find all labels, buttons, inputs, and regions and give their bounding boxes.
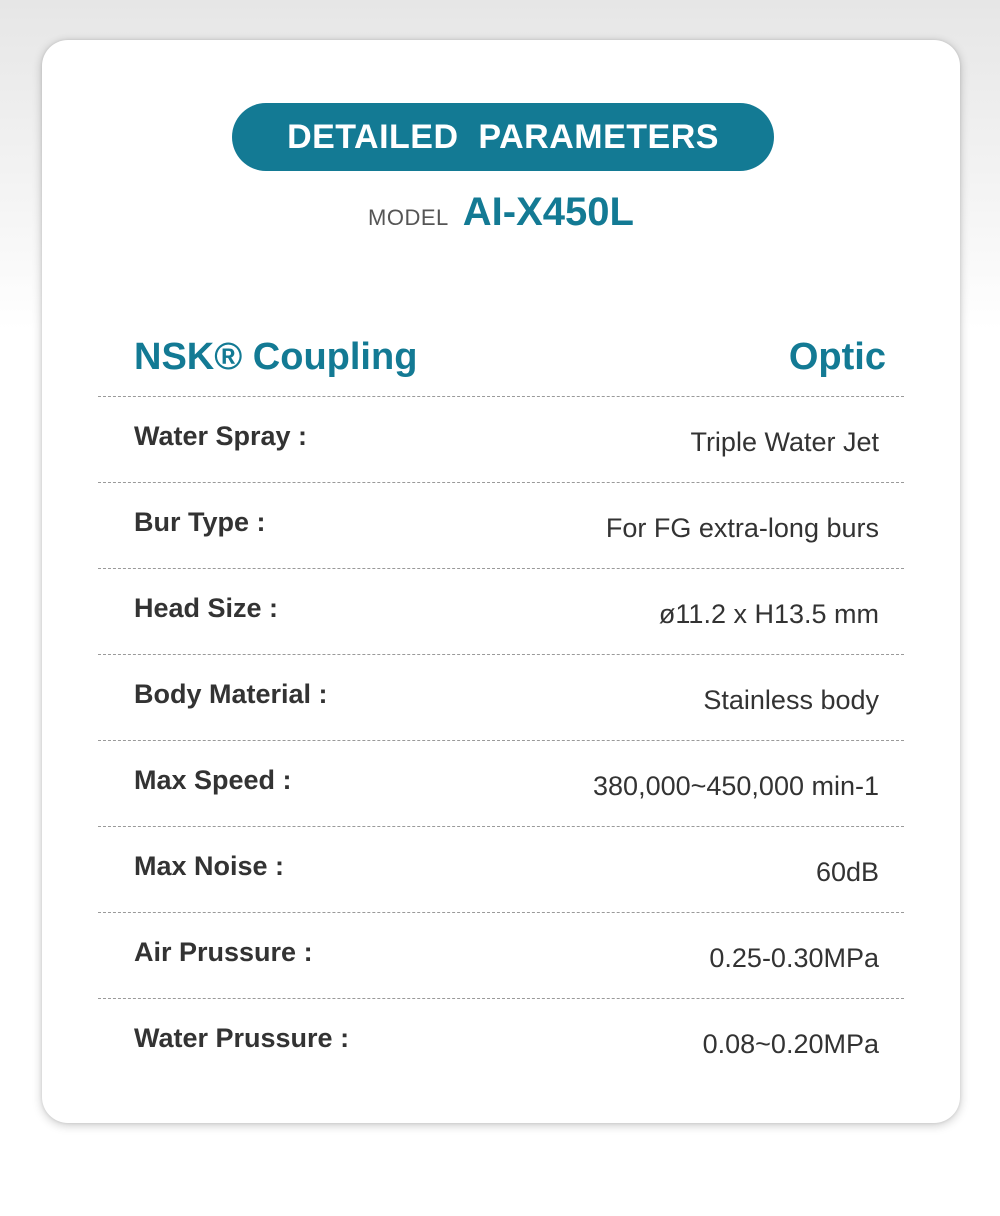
model-label: MODEL [368, 205, 449, 230]
spec-label: Head Size : [134, 593, 279, 623]
spec-label: Air Prussure : [134, 937, 313, 967]
spec-value: 0.25-0.30MPa [709, 943, 879, 973]
spec-row-bur-type [98, 483, 904, 569]
spec-row-water-spray [98, 397, 904, 483]
model-value: AI-X450L [462, 190, 634, 234]
spec-value: 60dB [815, 857, 879, 887]
spec-value: 380,000~450,000 min-1 [593, 771, 879, 801]
spec-value: Stainless body [703, 685, 879, 715]
spec-value: ø11.2 x H13.5 mm [658, 599, 879, 629]
spec-label: Max Noise : [134, 851, 285, 881]
spec-row-water-pressure [98, 999, 904, 1084]
section-banner [232, 103, 774, 171]
banner-title: DETAILED PARAMETERS [287, 117, 719, 156]
model-line [42, 190, 960, 235]
spec-label: Bur Type : [134, 507, 266, 537]
spec-label: Water Spray : [134, 421, 308, 451]
parameters-card [42, 40, 960, 1123]
spec-value: 0.08~0.20MPa [702, 1029, 879, 1059]
optic-label: Optic [788, 336, 886, 378]
spec-label: Water Prussure : [134, 1023, 350, 1053]
spec-value: Triple Water Jet [690, 427, 879, 457]
spec-header-row [98, 332, 904, 397]
coupling-title: NSK® Coupling [134, 336, 418, 378]
spec-label: Max Speed : [134, 765, 292, 795]
spec-row-max-speed [98, 741, 904, 827]
spec-value: For FG extra-long burs [605, 513, 879, 543]
spec-row-head-size [98, 569, 904, 655]
spec-table [98, 397, 904, 1084]
spec-row-body-material [98, 655, 904, 741]
spec-row-air-pressure [98, 913, 904, 999]
spec-label: Body Material : [134, 679, 328, 709]
spec-row-max-noise [98, 827, 904, 913]
